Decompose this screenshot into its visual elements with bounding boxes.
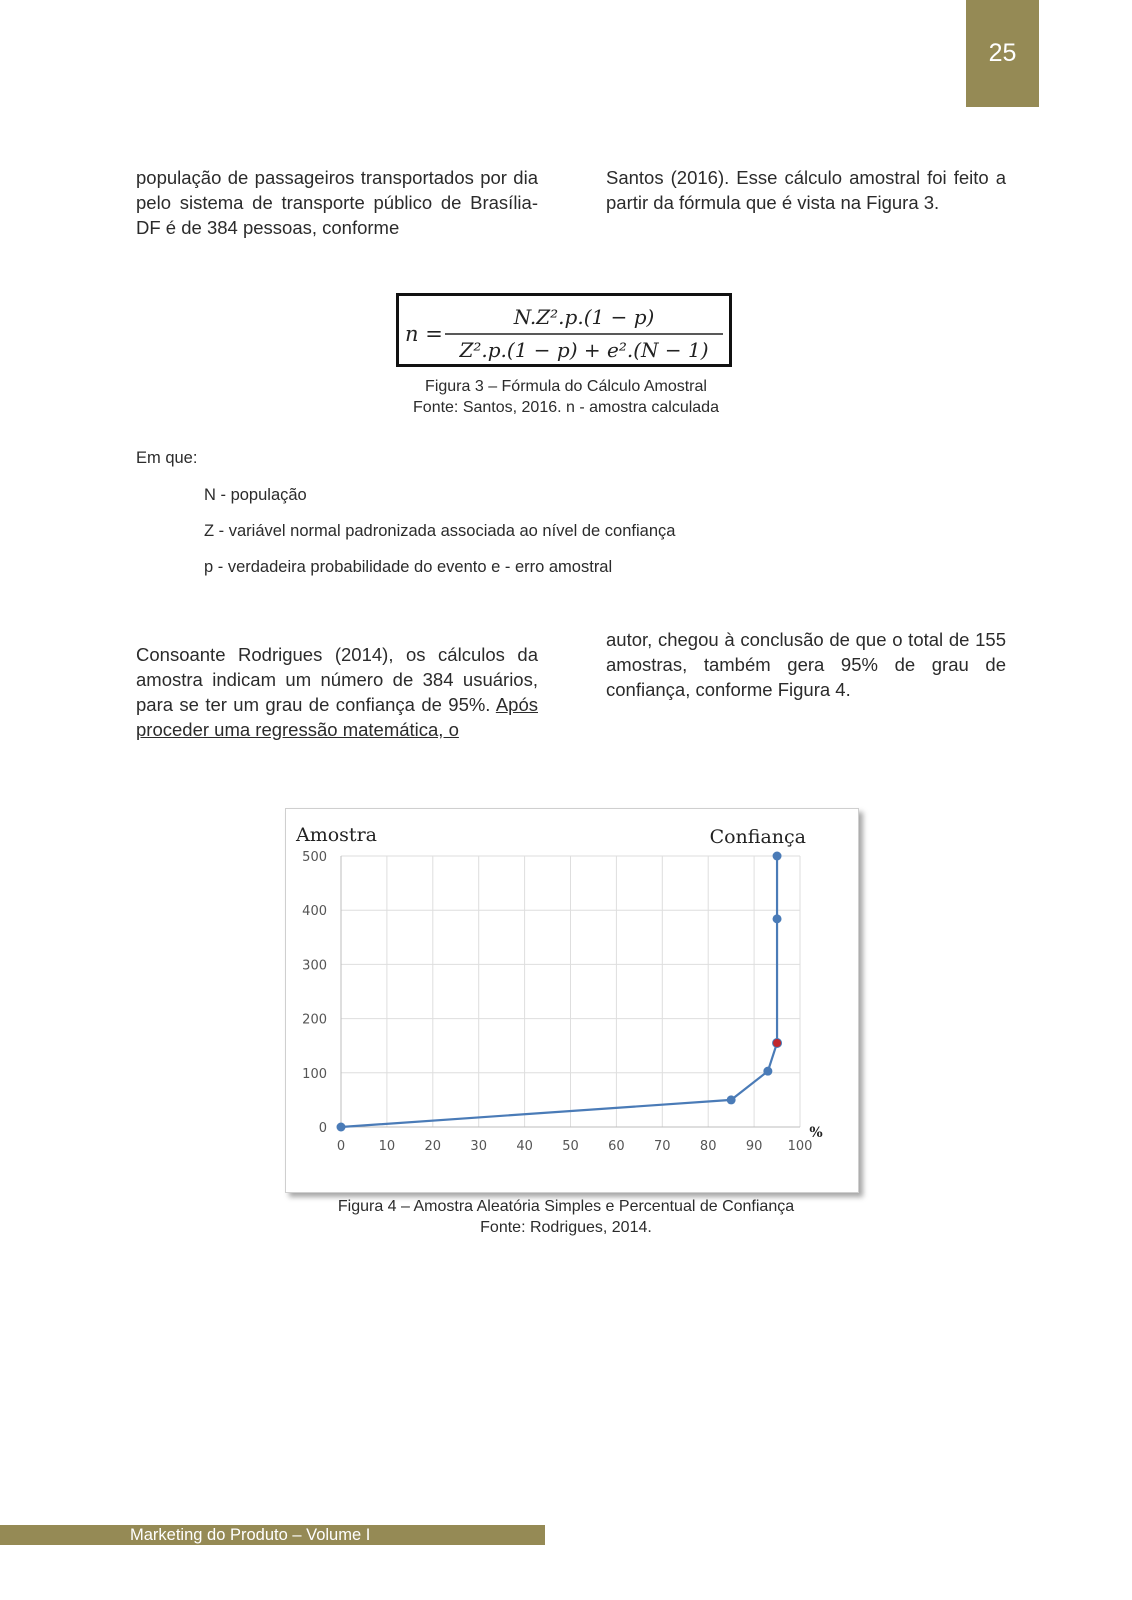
formula-denominator: Z².p.(1 − p) + e².(N − 1) [459,338,709,362]
highlight-data-point [773,1038,782,1047]
paragraph-body: Consoante Rodrigues (2014), os cálculos da amostra indicam um número de 384 usuários, para se ter um grau de confiança de 95%. [136,644,538,715]
x-tick-label: 10 [378,1139,396,1154]
right-column-bottom [606,627,1006,702]
data-point [727,1095,736,1104]
x-tick-label: 30 [470,1139,487,1154]
data-point [763,1067,772,1076]
formula-numerator: N.Z².p.(1 − p) [513,305,655,329]
paragraph-text: população de passageiros transportados por dia pelo sistema de transporte público de Brasília-DF é de 384 pessoas, conforme [136,167,538,238]
x-tick-label: 60 [608,1139,625,1154]
em-que-label: Em que: [136,449,198,467]
paragraph-text: Santos (2016). Esse cálculo amostral foi feito a partir da fórmula que é vista na Figura 3. [606,167,1006,213]
sample-confidence-chart [285,808,859,1193]
x-tick-label: 70 [654,1139,671,1154]
y-tick-label: 400 [302,904,327,920]
left-column-top [136,165,538,240]
definition-item: p - verdadeira probabilidade do evento e - erro amostral [204,558,613,576]
x-tick-label: 100 [787,1139,813,1154]
caption-line: Fonte: Rodrigues, 2014. [480,1219,652,1236]
y-tick-label: 200 [302,1012,327,1028]
x-tick-label: 90 [745,1139,763,1154]
underlined-text: Após proceder uma regressão matemática, o [136,694,538,740]
definition-item: Z - variável normal padronizada associada ao nível de confiança [204,522,676,540]
chart-svg [286,809,858,1192]
x-tick-label: 40 [516,1139,533,1154]
data-point [337,1123,346,1132]
data-point [773,852,782,861]
page-number: 25 [966,0,1039,107]
chart-title-right: Confiança [709,826,806,848]
definition-list [204,484,675,592]
y-tick-label: 500 [302,850,327,865]
figure4-caption [0,1196,1132,1238]
paragraph-text [136,642,538,742]
caption-line: Figura 3 – Fórmula do Cálculo Amostral [425,378,707,395]
figure3-caption [0,376,1132,418]
right-column-top [606,165,1006,215]
x-tick-label: 80 [699,1139,717,1154]
series-line [341,856,777,1127]
data-point [773,914,782,923]
y-tick-label: 0 [318,1121,327,1136]
x-tick-label: 50 [562,1139,579,1154]
definition-item: N - população [204,486,307,504]
formula-lhs: n = [405,322,443,346]
y-tick-label: 100 [302,1066,327,1082]
paragraph-text: autor, chegou à conclusão de que o total de 155 amostras, também gera 95% de grau de confiança, conforme Figura 4. [606,629,1006,700]
left-column-bottom [136,642,538,742]
caption-line: Fonte: Santos, 2016. n - amostra calculada [413,399,719,416]
caption-line: Figura 4 – Amostra Aleatória Simples e Percentual de Confiança [337,1198,795,1215]
formula-figure [396,293,732,367]
footer-bar: Marketing do Produto – Volume I [0,1525,545,1545]
x-tick-label: 0 [336,1139,346,1154]
y-tick-label: 300 [302,958,327,974]
x-tick-label: 20 [424,1139,442,1154]
x-axis-label: % [809,1125,823,1141]
chart-title-left: Amostra [296,824,377,846]
